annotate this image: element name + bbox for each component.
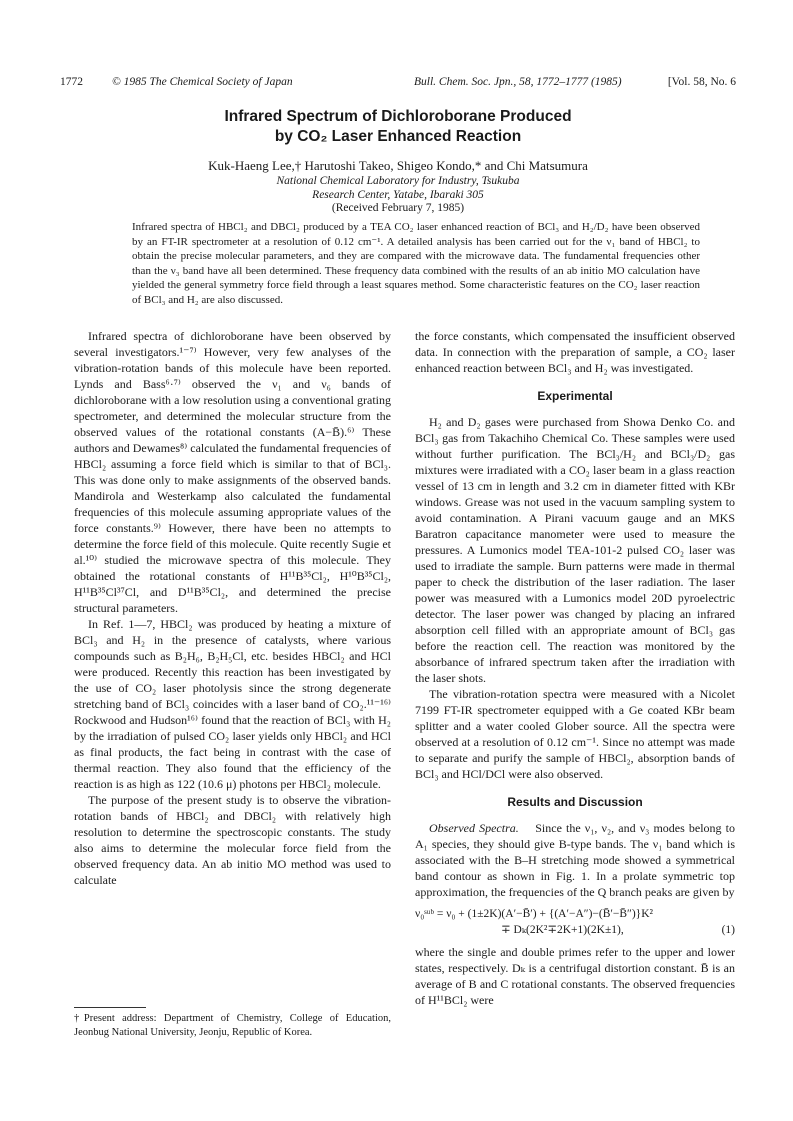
author-list: Kuk-Haeng Lee,† Harutoshi Takeo, Shigeo Kondo,* and Chi Matsumura — [208, 158, 588, 173]
equation-line-1: ν₀ˢᵘᵇ = ν₀ + (1±2K)(A′−B̄′) + {(A′−A″)−(B̄′−B̄″)}K² — [415, 908, 653, 920]
results-paragraph-2: where the single and double primes refer to the upper and lower states, respectively. Dₖ is a centrifugal distortion constant. B̄ is an average of B and C rotational constants. The observed frequencies of H¹¹BCl₂ were — [415, 945, 735, 1007]
affiliation-line-1: National Chemical Laboratory for Industry, Tsukuba — [276, 175, 520, 187]
intro-paragraph-1: Infrared spectra of dichloroborane have been observed by several investigators.¹⁻⁷⁾ However, very few analyses of the vibration-rotation bands of this molecule have been reported. Lynds and Bass⁶·⁷⁾ observed the ν₁ and ν₆ bands of dichloroborane with a low resolution using a conventional grating spectrometer, and determined the molecular structure from the observed values of the rotational constants (A−B̄).⁶⁾ These authors and Dewames⁸⁾ calculated the fundamental frequencies of HBCl₂ assuming a force field which is similar to that of BCl₃. This was done only to make assignments of the observed bands. Mandirola and Westerkamp also calculated the fundamental frequencies of this molecule assuming appropriate values of the force constants.⁹⁾ However, there have been no attempts to determine the force field of this molecule. Quite recently Sugie et al.¹⁰⁾ studied the microwave spectra of this molecule. They obtained the rotational constants of H¹¹B³⁵Cl₂, H¹⁰B³⁵Cl₂, H¹¹B³⁵Cl³⁷Cl, and D¹¹B³⁵Cl₂, and determined the precise structural parameters. — [74, 329, 391, 615]
intro-paragraph-2: In Ref. 1—7, HBCl₂ was produced by heating a mixture of BCl₃ and H₂ in the presence of catalysts, where various compounds such as B₂H₆, B₂H₅Cl, etc. besides HBCl₂ and HCl were produced. Recently this reaction has been investigated by the use of CO₂ laser photolysis since the strong degenerate stretching band of BCl₃ coincides with a laser band of CO₂.¹¹⁻¹⁶⁾ Rockwood and Hudson¹⁶⁾ found that the reaction of BCl₃ with H₂ by the irradiation of pulsed CO₂ laser yields only HBCl₂ and HCl as final products, the fact being in contrast with the case of thermal reaction. They also found that the efficiency of the reaction is as high as 122 (10.6 μ) photons per HBCl₂ molecule. — [74, 617, 391, 791]
experimental-heading: Experimental — [537, 389, 613, 403]
results-paragraph-1 — [415, 820, 735, 900]
footnote-rule — [74, 1007, 146, 1008]
results-paragraph-1-text: Since the ν₁, ν₂, and ν₃ modes belong to A₁ species, they should give B-type bands. The ν₁ band which is associated with the B–H stretching mode showed a symmetrical band contour as shown in Fig. 1. In a prolate symmetric top approximation, the frequencies of the Q branch peaks are given by — [415, 821, 736, 899]
right-column — [415, 328, 735, 1008]
intro-paragraph-3: The purpose of the present study is to observe the vibration-rotation bands of HBCl₂ and DBCl₂ with relatively high resolution to determine the spectroscopic constants. The study also aims to determine the molecular force field from the observed frequency data. An ab initio MO method was used to calculate — [74, 793, 391, 887]
title-line-1: Infrared Spectrum of Dichloroborane Produced — [224, 108, 572, 125]
equation-1 — [415, 906, 735, 938]
left-column — [74, 328, 391, 888]
volume-issue: [Vol. 58, No. 6 — [667, 76, 736, 88]
page-number: 1772 — [60, 76, 83, 88]
article-title — [120, 107, 676, 147]
results-heading: Results and Discussion — [507, 795, 643, 809]
equation-number: (1) — [721, 924, 735, 936]
running-head — [60, 74, 736, 90]
title-line-2: by CO₂ Laser Enhanced Reaction — [274, 128, 522, 145]
footnote: †Present address: Department of Chemistry, College of Education, Jeonbug National University, Jeonju, Republic of Korea. — [74, 1013, 391, 1038]
equation-line-2: ∓ Dₖ(2K²∓2K+1)(2K±1), — [501, 924, 624, 936]
equation-line-2-row — [415, 922, 735, 938]
equation-line-1-row — [415, 906, 735, 922]
intro-continuation: the force constants, which compensated the insufficient observed data. In connection with the preparation of sample, a CO₂ laser enhanced reaction between BCl₃ and H₂ was investigated. — [415, 329, 735, 375]
copyright-line: © 1985 The Chemical Society of Japan — [112, 76, 293, 88]
experimental-paragraph-2: The vibration-rotation spectra were measured with a Nicolet 7199 FT-IR spectrometer equipped with a Ge coated KBr beam splitter and a water cooled Glober source. All the spectra were observed at a resolution of 0.12 cm⁻¹. Since no attempt was made to separate and purify the sample of HBCl₂, absorption bands of BCl₃ and HCl/DCl were also observed. — [415, 687, 735, 781]
abstract: Infrared spectra of HBCl₂ and DBCl₂ produced by a TEA CO₂ laser enhanced reaction of BCl₃ and H₂/D₂ have been observed by an FT-IR spectrometer at a resolution of 0.12 cm⁻¹. A detailed analysis has been carried out for the ν₁ band of HBCl₂ to obtain the precise molecular parameters, and they are compared with the microwave data. The fundamental frequencies other than the ν₃ band have all been determined. These frequency data combined with the results of an ab initio MO calculation have yielded the general symmetry force field through a least squares method. Some characteristic features on the CO₂ laser reaction of BCl₃ and H₂ are also discussed. — [132, 221, 700, 306]
received-date: (Received February 7, 1985) — [331, 202, 465, 214]
affiliation-line-2: Research Center, Yatabe, Ibaraki 305 — [312, 189, 484, 201]
journal-citation: Bull. Chem. Soc. Jpn., 58, 1772–1777 (1985) — [414, 76, 622, 88]
observed-spectra-lead: Observed Spectra. — [429, 821, 519, 835]
experimental-paragraph-1: H₂ and D₂ gases were purchased from Showa Denko Co. and BCl₃ gas from Takachiho Chemical Co. These samples were used without further purification. The BCl₃/H₂ and BCl₃/D₂ gas mixtures were irradiated with a CO₂ laser beam in a glass reaction vessel of 13 cm in length and 3.2 cm in diameter fitted with KBr windows. Grease was not used in the vacuum sampling system to avoid contamination. A Pirani vacuum gauge and an MKS Baratron capacitance manometer were used to measure the pressures. A Lumonics model TEA-101-2 pulsed CO₂ laser was used to irradiate the sample. Burn patterns were made in thermal paper to check the distribution of the laser radiation. The laser power was measured with a Lumonics model 20D pyroelectric detector. The laser power was changed by placing an infrared absorption cell filled with an appropriate amount of BCl₃ gas before the reaction cell. The reaction was monitored by the absorbance of infrared spectrum taken after the irradiation with the laser shots. — [415, 415, 735, 685]
